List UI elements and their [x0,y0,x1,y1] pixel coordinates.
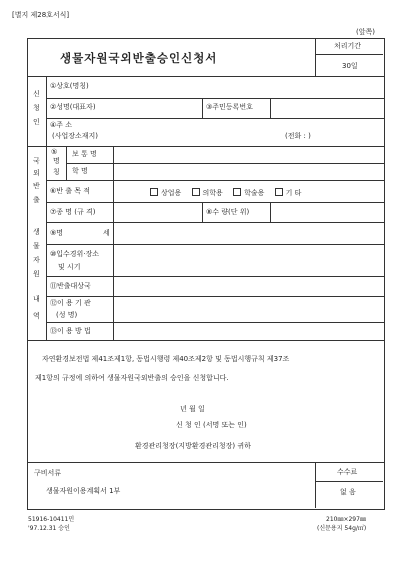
footer-approved: '97.12.31 승인 [28,525,70,532]
applicant-section-char-3: 인 [33,118,40,126]
resident-number-label: ③주민등록번호 [206,103,253,111]
details-section-char-7: 자 [33,256,40,264]
checkbox-icon[interactable] [192,188,200,196]
description-label: ⑨명 [50,229,64,237]
form-title: 생물자원국외반출승인신청서 [60,51,218,65]
quantity-label: ⑧수 량(단 위) [206,208,250,216]
details-section-char-8: 원 [33,270,40,278]
details-section-char-5: 생 [33,228,40,236]
scientific-name-label: 학 명 [72,167,88,175]
fee-value: 없 음 [340,488,356,496]
usage-method-label: ⑬이 용 방 법 [50,327,91,335]
acquisition-label-2: 및 시기 [58,263,81,271]
processing-period-label: 처리기간 [334,42,362,50]
name-label-num: ⑤ [51,148,58,156]
footer-paper: (신문용지 54g/㎡) [317,525,367,532]
statement-line-2: 제1항의 규정에 의하여 생물자원국외반출의 승인을 신청합니다. [35,374,229,382]
checkbox-icon[interactable] [275,188,283,196]
details-section-char-9: 내 [33,295,40,303]
purpose-medical[interactable]: 의학용 [192,188,223,197]
details-section-char-6: 물 [33,242,40,250]
addressee-line: 환경관리청장(지방환경관리청장) 귀하 [135,442,251,450]
purpose-academic[interactable]: 학술용 [233,188,264,197]
checkbox-icon[interactable] [150,188,158,196]
address-label: ④주 소 [50,121,73,129]
form-number: [별지 제28호서식] [12,11,70,19]
applicant-signature-line: 신 청 인 (서명 또는 인) [176,421,247,429]
fee-label: 수수료 [337,468,358,476]
company-label: ①상호(명칭) [50,82,89,90]
processing-period-value: 30일 [342,62,358,70]
footer-size: 210㎜×297㎜ [326,516,366,523]
name-label-char-2: 칭 [53,168,60,176]
details-section-char-10: 역 [33,312,40,320]
date-line: 년 월 일 [180,405,205,413]
phone-label: (전화 : ) [285,132,311,140]
representative-label: ②성명(대표자) [50,103,96,111]
user-name-label: (성 명) [56,311,78,319]
details-section-char-1: 국 [33,157,40,165]
statement-line-1: 자연환경보전법 제41조제1항, 동법시행령 제40조제2항 및 동법시행규칙 제37조 [42,355,290,363]
purpose-options [150,188,309,197]
details-section-char-3: 반 [33,182,40,190]
acquisition-label: ⑩입수경위·장소 [50,250,100,258]
common-name-label: 보 통 명 [72,150,97,158]
description-label-end: 세 [103,229,110,237]
footer-code: 51916-10411민 [28,516,75,523]
name-label-char-1: 명 [53,157,60,165]
purpose-commercial[interactable]: 상업용 [150,188,181,197]
user-org-label: ⑫이 용 기 관 [50,299,91,307]
applicant-section-char-1: 신 [33,90,40,98]
purpose-other[interactable]: 기 타 [275,188,302,197]
attachments-label: 구비서류 [34,469,62,477]
destination-label: ⑪반출대상국 [50,282,91,290]
applicant-section-char-2: 청 [33,104,40,112]
species-label: ⑦종 명 (규 격) [50,208,96,216]
page-side: (앞쪽) [356,28,375,36]
purpose-label: ⑥반 출 목 적 [50,187,90,195]
checkbox-icon[interactable] [233,188,241,196]
details-section-char-4: 출 [33,196,40,204]
business-address-label: (사업장소재지) [52,132,99,140]
attachments-item: 생물자원이용계획서 1부 [46,487,121,495]
details-section-char-2: 외 [33,169,40,177]
